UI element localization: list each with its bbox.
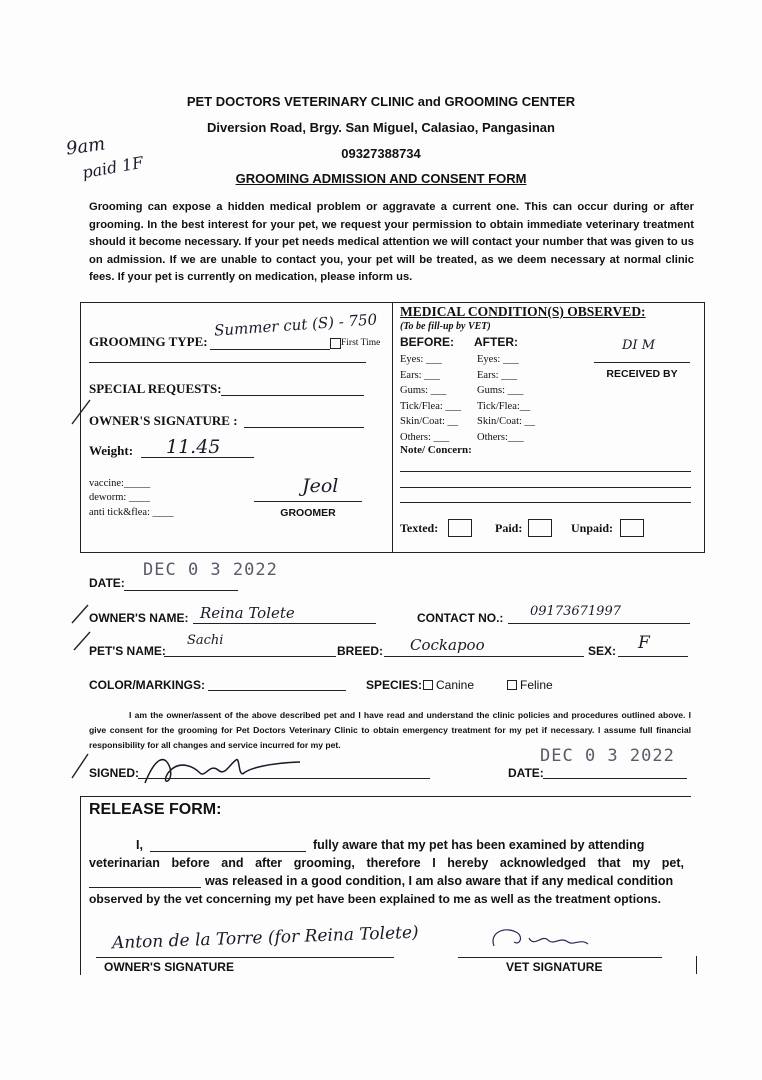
deworm-label: deworm: ____ <box>89 492 150 503</box>
contact-value[interactable]: 09173671997 <box>530 604 621 619</box>
release-owner-signature-label: OWNER'S SIGNATURE <box>104 960 234 974</box>
received-by-label: RECEIVED BY <box>606 368 678 380</box>
before-item: Tick/Flea: ___ <box>400 400 462 412</box>
texted-checkbox[interactable] <box>448 519 472 537</box>
grooming-type-line-2 <box>89 362 366 363</box>
before-label: BEFORE: <box>400 335 454 349</box>
unpaid-label: Unpaid: <box>571 521 614 535</box>
note-line-2[interactable] <box>400 487 691 488</box>
margin-note-time: 9am <box>64 133 107 160</box>
contact-line <box>508 623 690 624</box>
checkmark-icon <box>70 398 94 428</box>
sex-label: SEX: <box>588 644 617 658</box>
vet-signature-scribble <box>484 918 594 956</box>
received-by-value[interactable]: DI M <box>622 338 656 353</box>
after-label: AFTER: <box>474 335 518 349</box>
release-line1-prefix: I, <box>136 838 143 852</box>
owner-signature-label: OWNER'S SIGNATURE : <box>89 413 238 428</box>
grooming-type-value[interactable]: Summer cut (S) - 750 <box>213 310 378 340</box>
date-label: DATE: <box>89 576 125 590</box>
date-stamp: DEC 0 3 2022 <box>143 560 278 580</box>
pet-name-label: PET'S NAME: <box>89 644 166 658</box>
before-list <box>400 352 461 445</box>
consent-date-line[interactable] <box>543 778 687 779</box>
release-vet-signature-label: VET SIGNATURE <box>506 960 603 974</box>
after-item: Ears: ___ <box>477 369 517 381</box>
release-title: RELEASE FORM: <box>89 801 222 818</box>
groomer-label: GROOMER <box>280 507 336 519</box>
weight-value[interactable]: 11.45 <box>166 436 221 458</box>
release-line3-suffix: was released in a good condition, I am also aware that if any medical condition <box>205 874 674 888</box>
owner-name-label: OWNER'S NAME: <box>89 611 189 625</box>
unpaid-checkbox[interactable] <box>620 519 644 537</box>
release-line2: veterinarian before and after grooming, therefore I hereby acknowledged that my pet, <box>89 856 684 870</box>
signed-label: SIGNED: <box>89 766 140 780</box>
clinic-phone: 09327388734 <box>341 146 421 161</box>
contact-label: CONTACT NO.: <box>417 611 504 625</box>
weight-line <box>141 457 254 458</box>
note-line-3[interactable] <box>400 502 691 503</box>
color-line[interactable] <box>208 690 346 691</box>
color-label: COLOR/MARKINGS: <box>89 678 205 692</box>
medical-condition-subtitle: (To be fill-up by VET) <box>400 321 491 332</box>
vaccine-label: vaccine:_____ <box>89 478 151 489</box>
special-requests-line <box>221 395 364 396</box>
special-requests-label: SPECIAL REQUESTS: <box>89 381 222 396</box>
paid-checkbox[interactable] <box>528 519 552 537</box>
release-name-line[interactable] <box>150 851 306 852</box>
clinic-name: PET DOCTORS VETERINARY CLINIC and GROOMING CENTER <box>186 94 576 109</box>
paid-label: Paid: <box>495 521 523 535</box>
received-by-line <box>594 362 690 363</box>
breed-line <box>384 656 584 657</box>
after-item: Skin/Coat: __ <box>477 416 536 427</box>
release-pet-line[interactable] <box>89 887 201 888</box>
sex-value[interactable]: F <box>638 633 650 653</box>
groomer-value[interactable]: Jeol <box>302 475 339 497</box>
breed-value[interactable]: Cockapoo <box>410 636 485 654</box>
margin-note-paid: paid 1F <box>80 152 145 183</box>
release-vet-signature-line[interactable] <box>458 957 662 958</box>
feline-checkbox[interactable] <box>507 680 517 690</box>
release-line4: observed by the vet concerning my pet have been explained to me as well as the treatment options. <box>89 892 661 906</box>
release-owner-signature-line <box>96 957 394 958</box>
breed-label: BREED: <box>337 644 384 658</box>
owner-signature-scribble <box>140 748 310 788</box>
medical-condition-title: MEDICAL CONDITION(S) OBSERVED: <box>400 304 646 319</box>
groomer-line <box>254 501 362 502</box>
consent-date-stamp: DEC 0 3 2022 <box>540 746 675 766</box>
box-divider <box>392 302 393 553</box>
before-item: Eyes: ___ <box>400 354 442 365</box>
before-item: Gums: ___ <box>400 385 447 396</box>
antitick-label: anti tick&flea: ____ <box>89 507 174 518</box>
after-list <box>477 352 535 445</box>
first-time-checkbox[interactable] <box>330 338 341 349</box>
note-line-1[interactable] <box>400 471 691 472</box>
weight-label: Weight: <box>89 443 134 458</box>
signed-line[interactable] <box>138 778 430 779</box>
owner-name-value[interactable]: Reina Tolete <box>200 604 295 622</box>
after-item: Others:___ <box>477 431 524 443</box>
form-title: GROOMING ADMISSION AND CONSENT FORM <box>235 171 527 186</box>
species-label: SPECIES: <box>366 678 423 692</box>
pet-name-value[interactable]: Sachi <box>187 633 224 648</box>
sex-line <box>618 656 688 657</box>
owner-name-line <box>193 623 376 624</box>
grooming-type-line <box>210 349 330 350</box>
note-label: Note/ Concern: <box>400 444 472 456</box>
consent-date-label: DATE: <box>508 766 544 780</box>
owner-signature-line[interactable] <box>244 427 364 428</box>
canine-label: Canine <box>436 678 475 692</box>
before-item: Skin/Coat: __ <box>400 416 459 427</box>
texted-label: Texted: <box>400 521 439 535</box>
canine-checkbox[interactable] <box>423 680 433 690</box>
pet-name-line <box>164 656 336 657</box>
release-line1-suffix: fully aware that my pet has been examined by attending <box>313 838 645 852</box>
date-line[interactable] <box>124 590 238 591</box>
after-item: Eyes: ___ <box>477 354 519 365</box>
release-box-edge <box>696 956 697 974</box>
feline-label: Feline <box>520 678 553 692</box>
after-item: Gums: ___ <box>477 385 524 396</box>
after-item: Tick/Flea:__ <box>477 400 531 412</box>
release-owner-signature-value[interactable]: Anton de la Torre (for Reina Tolete) <box>111 922 419 954</box>
first-time-label: First Time <box>341 338 381 348</box>
before-item: Ears: ___ <box>400 369 440 381</box>
intro-paragraph: Grooming can expose a hidden medical problem or aggravate a current one. This can occur during or after grooming. In the best interest for your pet, we request your permission to obtain immediate veterinary treatment should it become necessary. If your pet needs medical attention we will contact your number that was given to us on admission. If we are unable to contact you, your pet will be treated, as we deem necessary at normal clinic fees. If your pet is currently on medication, please inform us. <box>89 201 694 283</box>
clinic-address: Diversion Road, Brgy. San Miguel, Calasiao, Pangasinan <box>207 120 555 135</box>
grooming-type-label: GROOMING TYPE: <box>89 334 208 349</box>
before-item: Others: ___ <box>400 431 450 443</box>
consent-paragraph: I am the owner/assent of the above described pet and I have read and understand the clinic policies and procedures outlined above. I give consent for the grooming for Pet Doctors Veterinary Clinic to obtain emergency treatment for my pet if necessary. I assume full financial responsibility for all changes and service incurred for my pet. <box>89 710 691 750</box>
